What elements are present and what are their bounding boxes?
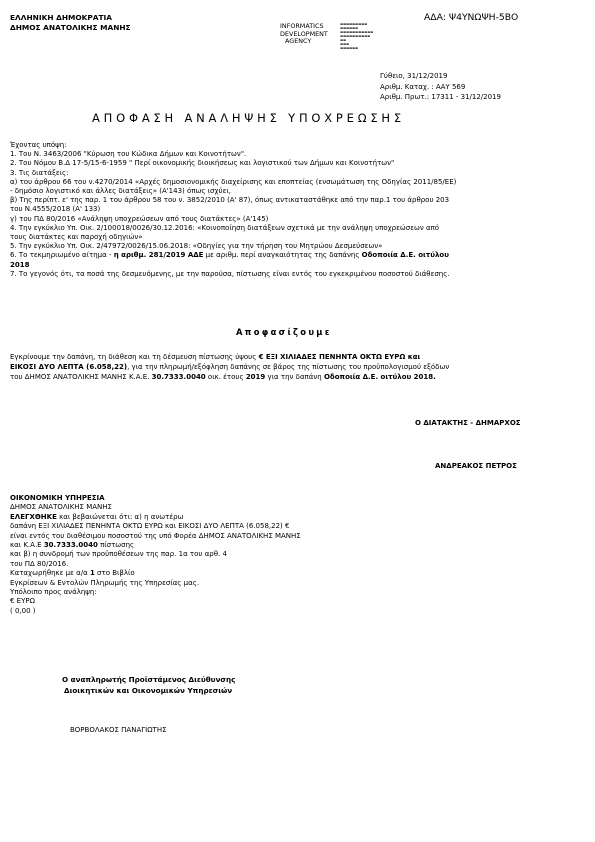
consideration-line: γ) του ΠΔ 80/2016 «Ανάληψη υποχρεώσεων από τους διατάκτες» (Α'145) [10,214,269,223]
finance-municipality: ΔΗΜΟΣ ΑΝΑΤΟΛΙΚΗΣ ΜΑΝΗΣ [10,503,112,512]
consideration-line: τους διατάκτες και παροχή οδηγιών» [10,233,143,242]
decision-line-1: Εγκρίνουμε την δαπάνη, τη διάθεση και τη δέσμευση πίστωσης ύψους € ΕΞΙ ΧΙΛΙΑΔΕΣ ΠΕΝΗΝΤΑ ΟΚΤΩ ΕΥΡΩ και [10,353,421,361]
document-meta [380,71,501,103]
issuer-block [10,13,131,33]
finance-register-line: Καταχωρήθηκε με α/α 1 στο Βιβλίο [10,569,135,578]
deputy-title-line-1: Ο αναπληρωτής Προϊστάμενος Διεύθυνσης [62,675,236,684]
stamp-label: INFORMATICS DEVELOPMENT AGENCY [280,22,328,46]
finance-checked-line: ΕΛΕΓΧΘΗΚΕ και βεβαιώνεται ότι: α) η ανωτέρω [10,512,184,521]
signer-name: ΑΝΔΡΕΑΚΟΣ ΠΕΤΡΟΣ [435,462,517,470]
finance-kae-line: και Κ.Α.Ε 30.7333.0040 πίστωσης [10,541,135,550]
consideration-line: 5. Την εγκύκλιο Υπ. Οικ. 2/47972/0026/15.06.2018: «Οδηγίες για την τήρηση του Μητρώου Δεσμεύσεων» [10,242,383,251]
ada-code: ΑΔΑ: Ψ4ΥΝΩΨΗ-5ΒΟ [424,12,519,23]
consideration-line: 4. Την εγκύκλιο Υπ. Οικ. 2/100018/0026/30.12.2016: «Κοινοποίηση διατάξεων σχετικά με την ανάληψη υποχρεώσεων από [10,223,440,232]
consideration-line-6: 6. Το τεκμηριωμένο αίτημα - η αριθμ. 281/2019 ΑΔΕ με αριθμ. περί αναγκαιότητας της δαπάνης Οδοποιία Δ.Ε. οιτύλου [10,251,449,260]
decision-line-2: ΕΙΚΟΣΙ ΔΥΟ ΛΕΠΤΑ (6.058,22), για την πληρωμή/εξόφληση δαπάνης σε βάρος της πίστωσης του προϋπολογισμού εξόδων [10,363,450,371]
digital-signature-stamp: ▬▬▬▬▬▬▬▬▬ ▬▬▬▬▬▬ ▬▬▬▬▬▬▬▬▬▬▬ ▬▬▬▬▬▬▬▬▬▬ ▬▬ ▬▬▬ ▬▬▬▬▬▬ [340,22,374,50]
finance-title: ΟΙΚΟΝΟΜΙΚΗ ΥΠΗΡΕΣΙΑ [10,494,105,502]
decision-title: Αποφασίζουμε [236,327,332,337]
page-title: ΑΠΟΦΑΣΗ ΑΝΑΛΗΨΗΣ ΥΠΟΧΡΕΩΣΗΣ [92,111,405,125]
finance-approvals-line: Εγκρίσεων & Εντολών Πληρωμής της Υπηρεσίας μας. [10,578,200,587]
consideration-line: β) Της περίπτ. ε' της παρ. 1 του άρθρου 58 του ν. 3852/2010 (Α' 87), όπως αντικαταστάθηκε από την παρ.1 του άρθρου 203 [10,196,450,205]
consideration-line: α) του άρθρου 66 του ν.4270/2014 «Αρχές δημοσιονομικής διαχείρισης και εποπτείας (ενσωμάτωση της Οδηγίας 2011/85/ΕΕ) [10,177,457,186]
finance-remaining-line: Υπόλοιπο προς ανάληψη: [10,588,97,597]
issuer-municipality: ΔΗΜΟΣ ΑΝΑΤΟΛΙΚΗΣ ΜΑΝΗΣ [10,23,131,32]
issuer-country: ΕΛΛΗΝΙΚΗ ΔΗΜΟΚΡΑΤΙΑ [10,13,113,22]
finance-euro-line: € ΕΥΡΩ [10,597,35,606]
consideration-line: - δημόσιο λογιστικό και άλλες διατάξεις» (Α'143) όπως ισχύει, [10,187,231,196]
consideration-line-6-year: 2018 [10,260,30,269]
decision-line-3: του ΔΗΜΟΣ ΑΝΑΤΟΛΙΚΗΣ ΜΑΝΗΣ Κ.Α.Ε. 30.7333.0040 οικ. έτους 2019 για την δαπάνη Οδοποιία Δ.Ε. οιτύλου 2018. [10,373,436,381]
consideration-line: 2. Του Νόμου Β.Δ 17-5/15-6-1959 " Περί οικονομικής διοικήσεως και λογιστικού των Δήμων και Κοινοτήτων" [10,159,395,168]
deputy-title-line-2: Διοικητικών και Οικονομικών Υπηρεσιών [64,685,233,695]
considerations-block [10,141,456,279]
deputy-block [62,675,235,696]
date-line: Γύθειο, 31/12/2019 [380,72,448,80]
consideration-line-7: 7. Το γεγονός ότι, τα ποσά της δεσμευόμενης, με την παρούσα, πίστωσης είναι εντός του εγκεκριμένου ποσοστού διάθεσης. [10,269,450,278]
deputy-name: ΒΟΡΒΟΛΑΚΟΣ ΠΑΝΑΓΙΩΤΗΣ [70,726,167,734]
consideration-line: του Ν.4555/2018 (Α' 133) [10,205,101,214]
finance-zero-line: ( 0,00 ) [10,606,36,615]
decision-block [10,352,449,382]
finance-condition-line: και β) η συνδρομή των προϋποθέσεων της παρ. 1α του αρθ. 4 [10,550,227,559]
finance-expense-line: δαπάνη ΕΞΙ ΧΙΛΙΑΔΕΣ ΠΕΝΗΝΤΑ ΟΚΤΩ ΕΥΡΩ και ΕΙΚΟΣΙ ΔΥΟ ΛΕΠΤΑ (6.058,22) € [10,522,290,531]
protocol-number: Αριθμ. Πρωτ.: 17311 - 31/12/2019 [380,93,501,101]
record-number: Αριθμ. Καταχ. : ΑΑΥ 569 [380,82,466,91]
consideration-line: 1. Του Ν. 3463/2006 "Κύρωση του Κώδικα Δήμων και Κοινοτήτων". [10,150,247,159]
signer-role: Ο ΔΙΑΤΑΚΤΗΣ - ΔΗΜΑΡΧΟΣ [415,419,521,427]
finance-block [10,494,301,616]
considerations-intro: Έχοντας υπόψη: [10,141,67,149]
finance-within-line: είναι εντός του διαθέσιμου ποσοστού της υπό Φορέα ΔΗΜΟΣ ΑΝΑΤΟΛΙΚΗΣ ΜΑΝΗΣ [10,531,301,540]
finance-pd-line: του ΠΔ 80/2016. [10,559,69,568]
consideration-line: 3. Τις διατάξεις: [10,168,69,177]
